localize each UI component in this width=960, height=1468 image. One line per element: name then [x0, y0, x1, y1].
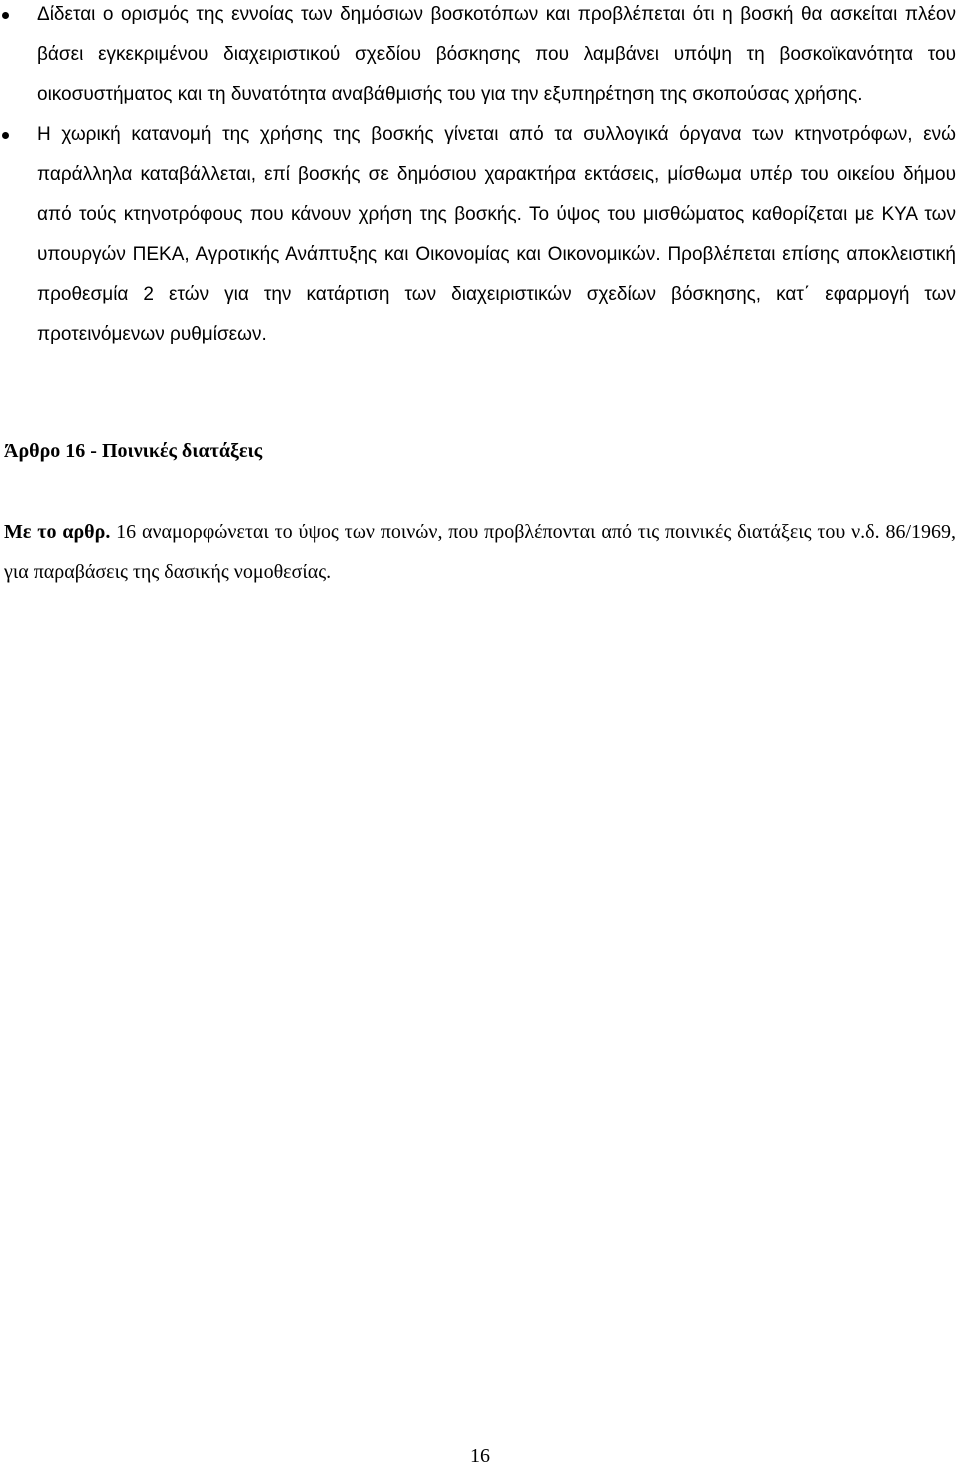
article-lead: Με το αρθρ. — [4, 521, 111, 543]
article-heading: Άρθρο 16 - Ποινικές διατάξεις — [4, 440, 263, 462]
article-number: 16 — [116, 521, 137, 543]
bullet-icon — [2, 132, 9, 139]
article-body: αναμορφώνεται το ύψος των ποινών, που προβλέπονται από τις ποινικές διατάξεις του ν.δ. 86/1969, για παραβάσεις της δασικής νομοθεσίας. — [4, 521, 956, 583]
page-number: 16 — [470, 1445, 490, 1467]
bullet-list — [0, 0, 960, 355]
bullet-text: Δίδεται ο ορισμός της εννοίας των δημόσιων βοσκοτόπων και προβλέπεται ότι η βοσκή θα ασκείται πλέον βάσει εγκεκριμένου διαχειριστικού σχεδίου βόσκησης που λαμβάνει υπόψη τη βοσκοϊκανότητα του οικοσυστήματος και τη δυνατότητα αναβάθμισής του για την εξυπηρέτηση της σκοπούσας χρήσης. — [37, 4, 956, 105]
bullet-item-grazing-definition — [0, 0, 960, 115]
article-paragraph — [4, 512, 956, 592]
bullet-icon — [2, 12, 9, 19]
bullet-text: Η χωρική κατανομή της χρήσης της βοσκής γίνεται από τα συλλογικά όργανα των κτηνοτρόφων, ενώ παράλληλα καταβάλλεται, επί βοσκής σε δημόσιου χαρακτήρα εκτάσεις, μίσθωμα υπέρ του οικείου δήμου από τούς κτηνοτρόφους που κάνουν χρήση της βοσκής. Το ύψος του μισθώματος καθορίζεται με ΚΥΑ των υπουργών ΠΕΚΑ, Αγροτικής Ανάπτυξης και Οικονομίας και Οικονομικών. Προβλέπεται επίσης αποκλειστική προθεσμία 2 ετών για την κατάρτιση των διαχειριστικών σχεδίων βόσκησης, κατ΄ εφαρμογή των προτεινόμενων ρυθμίσεων. — [37, 124, 956, 345]
bullet-item-grazing-allocation — [0, 115, 960, 355]
